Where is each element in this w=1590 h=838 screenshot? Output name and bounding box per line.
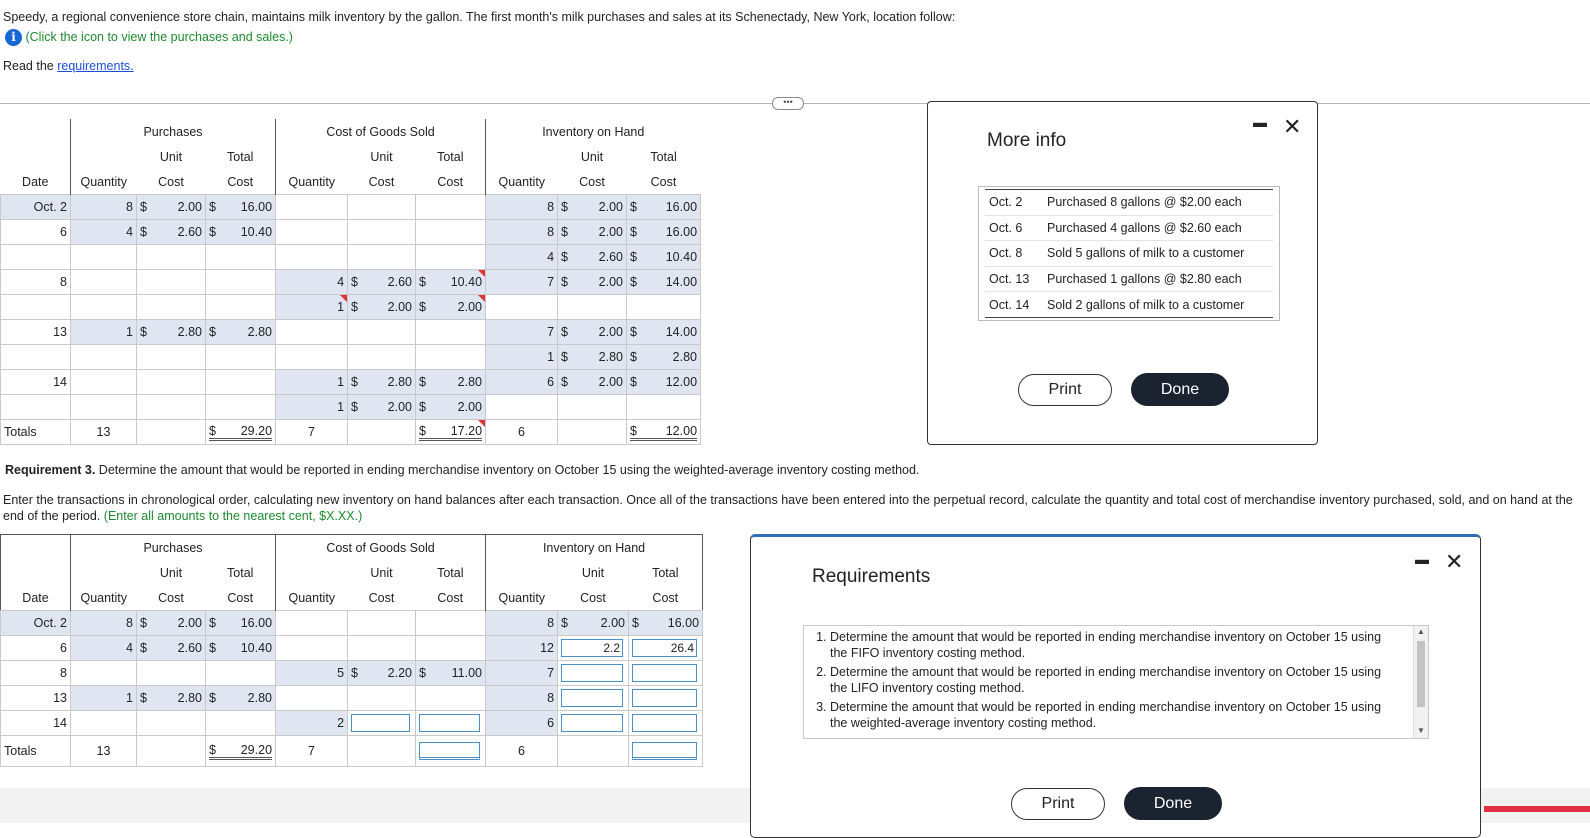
- scroll-thumb[interactable]: [1417, 641, 1425, 707]
- cell-iu: $ 2.60: [558, 245, 627, 270]
- row-date: [1, 295, 71, 320]
- totals-inventory-qty: 6: [486, 420, 558, 445]
- transaction-date: Oct. 2: [985, 190, 1043, 216]
- cell-iu: $ 2.00: [558, 270, 627, 295]
- table-row: [1, 370, 701, 395]
- inventory-unit-cost: $ 2.00: [558, 611, 629, 636]
- row-date: 14: [1, 370, 71, 395]
- cell-iu: $ 2.00: [558, 320, 627, 345]
- col-unit: Unit: [581, 565, 605, 580]
- col-quantity: Quantity: [276, 169, 348, 195]
- row-date: [1, 245, 71, 270]
- cell-it: $ 16.00: [627, 220, 701, 245]
- requirement-3-title: Requirement 3. Determine the amount that would be reported in ending merchandise inventory on October 15 using the weighted-average inventory costing method.: [5, 463, 920, 477]
- inventory-qty: 7: [486, 661, 558, 686]
- table-row: [1, 686, 703, 711]
- col-unit: Unit: [159, 565, 183, 580]
- list-item: [985, 215, 1273, 241]
- cell-iu: $ 2.80: [558, 345, 627, 370]
- cell-pq: 4: [71, 220, 137, 245]
- transaction-text: Sold 5 gallons of milk to a customer: [1043, 241, 1273, 267]
- cell-pt: $ 2.80: [206, 320, 276, 345]
- read-prefix: Read the: [3, 59, 54, 73]
- col-cost: Cost: [368, 174, 395, 189]
- done-button[interactable]: Done: [1124, 787, 1222, 820]
- inventory-unit-cost-input[interactable]: [561, 714, 623, 732]
- cogs-qty: 5: [276, 661, 348, 686]
- inventory-qty: 12: [486, 636, 558, 661]
- cell-cu: $ 2.80: [348, 370, 416, 395]
- inventory-header: Inventory on Hand: [486, 535, 703, 561]
- close-icon[interactable]: ✕: [1445, 549, 1464, 574]
- cell-ct: $ 10.40: [416, 270, 486, 295]
- scrollbar[interactable]: [1413, 626, 1428, 738]
- cell-pt: $ 16.00: [206, 195, 276, 220]
- cell-pu: $ 2.60: [137, 220, 206, 245]
- col-total: Total: [650, 149, 677, 164]
- cogs-header: Cost of Goods Sold: [276, 535, 486, 561]
- cell-pu: $ 2.00: [137, 195, 206, 220]
- purchase-qty: 1: [71, 686, 137, 711]
- totals-label: Totals: [1, 736, 71, 767]
- table-row: [1, 661, 703, 686]
- cell-pu: $ 2.80: [137, 320, 206, 345]
- col-cost: Cost: [652, 590, 679, 605]
- transactions-box: [978, 186, 1280, 321]
- col-quantity: Quantity: [71, 169, 137, 195]
- transaction-date: Oct. 6: [985, 215, 1043, 241]
- cell-it: $ 16.00: [627, 195, 701, 220]
- minimize-icon[interactable]: ▬: [1415, 551, 1429, 567]
- totals-inventory-cost-input[interactable]: [632, 742, 697, 760]
- purchase-unit-cost: $ 2.80: [137, 686, 206, 711]
- table-row: [1, 395, 701, 420]
- col-quantity: Quantity: [486, 585, 558, 611]
- purchases-hint: [5, 29, 293, 46]
- col-date: Date: [22, 590, 49, 605]
- cogs-unit-cost-input[interactable]: [351, 714, 410, 732]
- col-total: Total: [652, 565, 679, 580]
- col-cost: Cost: [368, 590, 395, 605]
- minimize-icon[interactable]: ▬: [1253, 114, 1267, 130]
- transaction-text: Purchased 1 gallons @ $2.80 each: [1043, 266, 1273, 292]
- totals-row: [1, 420, 701, 445]
- list-item: [985, 292, 1273, 318]
- cell-iq: 7: [486, 320, 558, 345]
- table-row: [1, 220, 701, 245]
- cell-it: $ 14.00: [627, 270, 701, 295]
- print-button[interactable]: Print: [1018, 374, 1112, 406]
- info-icon[interactable]: i: [5, 29, 22, 46]
- inventory-qty: 8: [486, 686, 558, 711]
- row-date: 14: [1, 711, 71, 736]
- col-cost: Cost: [580, 590, 606, 605]
- requirement-item: 2. Determine the amount that would be reported in ending merchandise inventory on October 15 using the LIFO inventory costing method.: [830, 665, 1396, 696]
- table-row: [1, 611, 703, 636]
- col-cost: Cost: [227, 590, 254, 605]
- table-row: [1, 270, 701, 295]
- transaction-text: Sold 2 gallons of milk to a customer: [1043, 292, 1273, 318]
- col-cost: Cost: [158, 590, 184, 605]
- totals-purchase-qty: 13: [71, 420, 137, 445]
- inventory-header: Inventory on Hand: [486, 119, 701, 144]
- cell-iq: 6: [486, 370, 558, 395]
- dialog-title: Requirements: [812, 566, 931, 587]
- cell-cq: 1: [276, 295, 348, 320]
- perpetual-record-weighted-average: [0, 534, 703, 767]
- table-row: [1, 245, 701, 270]
- inventory-total-cost: $ 16.00: [629, 611, 703, 636]
- totals-cogs-qty: 7: [276, 420, 348, 445]
- done-button[interactable]: Done: [1131, 373, 1229, 406]
- table-row: [1, 295, 701, 320]
- totals-purchase-cost: $ 29.20: [206, 420, 276, 445]
- inventory-qty: 6: [486, 711, 558, 736]
- more-info-dialog: [927, 101, 1318, 445]
- ledger-body: [1, 195, 701, 420]
- cell-cu: $ 2.00: [348, 395, 416, 420]
- cell-iq: 4: [486, 245, 558, 270]
- row-date: 6: [1, 220, 71, 245]
- col-quantity: Quantity: [276, 585, 348, 611]
- col-cost: Cost: [579, 174, 605, 189]
- status-strip: [1484, 806, 1590, 812]
- totals-cogs-qty: 7: [276, 736, 348, 767]
- requirement-3-instructions: Enter the transactions in chronological order, calculating new inventory on hand balances after each transaction. Once all of the transactions have been entered into the perpetual record, calculate the quantity and total cost of merchandise inventory purchased, sold, and on hand at the end of the period. (Enter all amounts to the nearest cent, $X.XX.): [3, 493, 1573, 523]
- cell-cu: $ 2.00: [348, 295, 416, 320]
- list-item: [985, 241, 1273, 267]
- perpetual-record-lifo: [0, 119, 701, 445]
- requirement-item: 3. Determine the amount that would be reported in ending merchandise inventory on October 15 using the weighted-average inventory costing method.: [830, 700, 1396, 731]
- purchase-qty: 4: [71, 636, 137, 661]
- requirements-dialog: [750, 534, 1481, 838]
- col-unit: Unit: [159, 149, 183, 164]
- col-cost: Cost: [158, 174, 184, 189]
- totals-inventory-qty: 6: [486, 736, 558, 767]
- cell-iq: 8: [486, 220, 558, 245]
- purchase-total-cost: $ 10.40: [206, 636, 276, 661]
- scroll-down-icon[interactable]: ▼: [1417, 726, 1425, 735]
- transaction-text: Purchased 8 gallons @ $2.00 each: [1043, 190, 1273, 216]
- close-icon[interactable]: ✕: [1283, 114, 1302, 139]
- inventory-total-cost-input[interactable]: [632, 714, 697, 732]
- col-quantity: Quantity: [71, 585, 137, 611]
- transaction-date: Oct. 8: [985, 241, 1043, 267]
- totals-purchase-qty: 13: [71, 736, 137, 767]
- requirements-link[interactable]: requirements.: [57, 59, 134, 73]
- cell-cq: 1: [276, 395, 348, 420]
- table-row: [1, 195, 701, 220]
- cell-iu: $ 2.00: [558, 370, 627, 395]
- cell-pq: 8: [71, 195, 137, 220]
- cell-iu: $ 2.00: [558, 195, 627, 220]
- col-total: Total: [437, 565, 464, 580]
- totals-purchase-cost: $ 29.20: [206, 736, 276, 767]
- row-date: Oct. 2: [1, 195, 71, 220]
- purchase-unit-cost: $ 2.00: [137, 611, 206, 636]
- read-requirements: [3, 59, 134, 73]
- purchases-header: Purchases: [71, 119, 276, 144]
- transaction-text: Purchased 4 gallons @ $2.60 each: [1043, 215, 1273, 241]
- cell-iq: 1: [486, 345, 558, 370]
- cell-cu: $ 2.60: [348, 270, 416, 295]
- inventory-unit-cost-input[interactable]: [561, 664, 623, 682]
- col-cost: Cost: [437, 174, 464, 189]
- inventory-total-cost-input[interactable]: [632, 664, 697, 682]
- cogs-qty: 2: [276, 711, 348, 736]
- cell-pq: 1: [71, 320, 137, 345]
- icon-hint-text: (Click the icon to view the purchases and sales.): [25, 29, 293, 44]
- cell-iq: 8: [486, 195, 558, 220]
- transaction-date: Oct. 14: [985, 292, 1043, 318]
- row-date: Oct. 2: [1, 611, 71, 636]
- col-quantity: Quantity: [486, 169, 558, 195]
- cell-it: $ 12.00: [627, 370, 701, 395]
- purchase-total-cost: $ 2.80: [206, 686, 276, 711]
- list-item: [985, 266, 1273, 292]
- row-date: 8: [1, 270, 71, 295]
- cell-iq: 7: [486, 270, 558, 295]
- row-date: 13: [1, 320, 71, 345]
- totals-cogs-cost: $ 17.20: [416, 420, 486, 445]
- scroll-up-icon[interactable]: ▲: [1417, 627, 1425, 636]
- cell-cq: 1: [276, 370, 348, 395]
- cogs-unit-cost: $ 2.20: [348, 661, 416, 686]
- cell-pt: $ 10.40: [206, 220, 276, 245]
- row-date: [1, 395, 71, 420]
- col-total: Total: [227, 149, 254, 164]
- inventory-unit-cost-input[interactable]: 2.2: [561, 639, 623, 657]
- purchases-header: Purchases: [71, 535, 276, 561]
- purchase-unit-cost: $ 2.60: [137, 636, 206, 661]
- cell-cq: 4: [276, 270, 348, 295]
- cell-it: $ 2.80: [627, 345, 701, 370]
- col-cost: Cost: [650, 174, 677, 189]
- totals-inventory-cost: $ 12.00: [627, 420, 701, 445]
- cell-it: $ 14.00: [627, 320, 701, 345]
- cell-ct: $ 2.80: [416, 370, 486, 395]
- dialog-title: More info: [987, 130, 1067, 151]
- table-row: [1, 345, 701, 370]
- col-total: Total: [437, 149, 464, 164]
- col-unit: Unit: [370, 149, 393, 164]
- inventory-qty: 8: [486, 611, 558, 636]
- transaction-date: Oct. 13: [985, 266, 1043, 292]
- col-cost: Cost: [437, 590, 464, 605]
- table-row: [1, 636, 703, 661]
- cell-ct: $ 2.00: [416, 395, 486, 420]
- requirements-list-box: [803, 625, 1429, 739]
- col-date: Date: [22, 174, 49, 189]
- cogs-header: Cost of Goods Sold: [276, 119, 486, 144]
- list-item: [985, 190, 1273, 216]
- table-row: [1, 711, 703, 736]
- row-date: 6: [1, 636, 71, 661]
- table-row: [1, 320, 701, 345]
- expand-dots-button[interactable]: •••: [772, 97, 804, 110]
- totals-cogs-cost-input[interactable]: [419, 742, 480, 760]
- col-total: Total: [227, 565, 254, 580]
- cell-ct: $ 2.00: [416, 295, 486, 320]
- row-date: 8: [1, 661, 71, 686]
- requirements-list: [804, 630, 1396, 731]
- row-date: 13: [1, 686, 71, 711]
- col-unit: Unit: [370, 565, 393, 580]
- cell-iu: $ 2.00: [558, 220, 627, 245]
- print-button[interactable]: Print: [1011, 788, 1105, 820]
- col-unit: Unit: [580, 149, 604, 164]
- totals-row: [1, 736, 703, 767]
- problem-text: Speedy, a regional convenience store chain, maintains milk inventory by the gallon. The first month's milk purchases and sales at its Schenectady, New York, location follow:: [3, 10, 956, 24]
- cell-it: $ 10.40: [627, 245, 701, 270]
- totals-label: Totals: [1, 420, 71, 445]
- cogs-total-cost: $ 11.00: [416, 661, 486, 686]
- requirement-item: 1. Determine the amount that would be reported in ending merchandise inventory on October 15 using the FIFO inventory costing method.: [830, 630, 1396, 661]
- row-date: [1, 345, 71, 370]
- inventory-total-cost-input[interactable]: 26.4: [632, 639, 697, 657]
- purchase-qty: 8: [71, 611, 137, 636]
- cogs-total-cost-input[interactable]: [419, 714, 480, 732]
- inventory-total-cost-input[interactable]: [632, 689, 697, 707]
- inventory-unit-cost-input[interactable]: [561, 689, 623, 707]
- col-cost: Cost: [227, 174, 254, 189]
- purchase-total-cost: $ 16.00: [206, 611, 276, 636]
